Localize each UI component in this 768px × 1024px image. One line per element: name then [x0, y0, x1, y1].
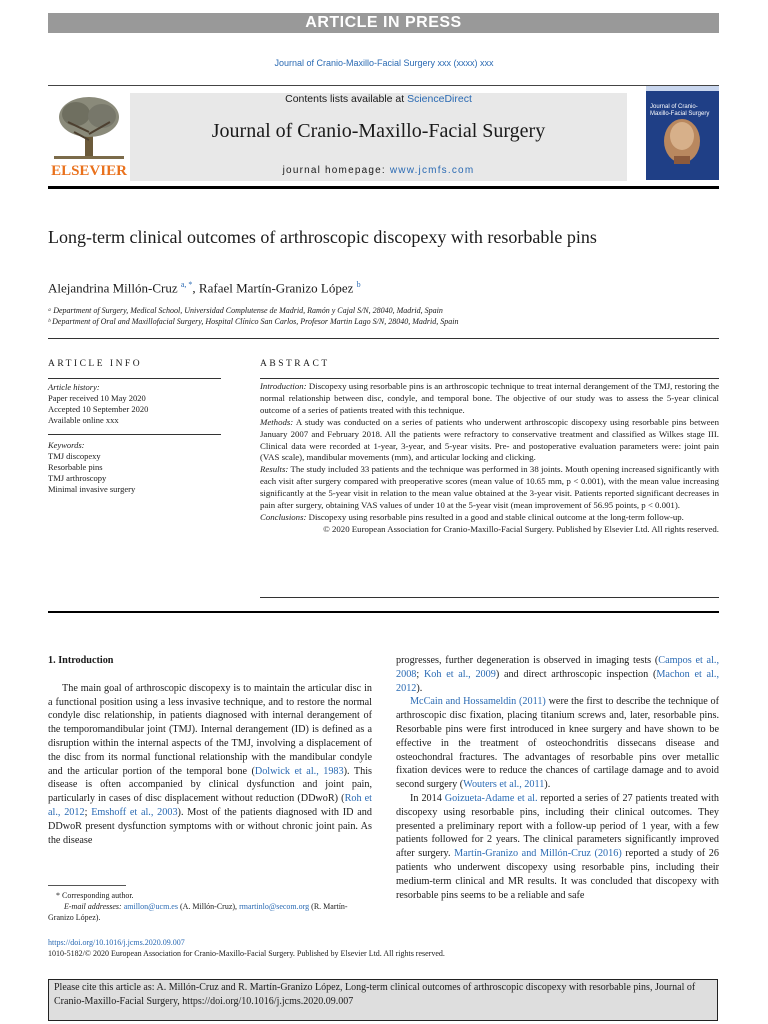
keywords-rule	[48, 434, 221, 435]
body-text: ). This disease is often accompanied by clinical dysfunction and joint pain, particularly in cases of disc displacement without reduction (DDwoR) (	[48, 765, 372, 805]
sciencedirect-link[interactable]: ScienceDirect	[407, 93, 472, 105]
affiliation-b: ᵇ Department of Oral and Maxillofacial Surgery, Hospital Clínico San Carlos, Profesor Martin Lago S/N, 28040, Madrid, Spain	[48, 317, 459, 326]
email-link[interactable]: rmartinlo@secom.org	[239, 902, 310, 911]
author-2[interactable]: Rafael Martín-Granizo López	[198, 280, 354, 296]
keyword-item[interactable]: TMJ arthroscopy	[48, 473, 107, 483]
keyword-item[interactable]: Minimal invasive surgery	[48, 484, 136, 494]
body-text: The main goal of arthroscopic discopexy is to maintain the articular disc in a functional position using a less invasive technique, and to restore the normal condyle disc relationship, in patients diagnosed with internal derangement of the temporomandibular joint (TMJ). Internal derangement (ID) is defined as a disruption within the internal aspects of the TMJ, involving a displacement of the disc from its normal functional relationship with the mandibular condyle and the articular portion of the temporal bone (	[48, 682, 372, 777]
journal-title: Journal of Cranio-Maxillo-Facial Surgery	[211, 120, 546, 142]
keyword-item[interactable]: TMJ discopexy	[48, 451, 101, 461]
abstract-introduction	[260, 381, 719, 417]
abstract-intro-label: Introduction:	[260, 381, 307, 391]
email-link[interactable]: amillon@ucm.es	[123, 902, 178, 911]
footnotes	[48, 890, 372, 923]
body-right-column	[396, 654, 719, 902]
abstract-copyright: © 2020 European Association for Cranio-Maxillo-Facial Surgery. Published by Elsevier Ltd. All rights reserved.	[323, 523, 719, 534]
email-note	[48, 901, 372, 923]
abstract-rule	[260, 378, 719, 379]
abstract-methods-label: Methods:	[260, 416, 294, 427]
corresponding-author-note: * Corresponding author.	[56, 891, 134, 900]
citation-link[interactable]: McCain and Hossameldin (2011)	[410, 696, 546, 708]
journal-homepage-line	[130, 165, 627, 176]
citation-link[interactable]: Machon et al., 2012	[396, 668, 719, 694]
author-line	[48, 280, 361, 296]
email-owner: (R. Martín-Granizo López).	[48, 902, 348, 922]
abstract-results	[260, 464, 719, 512]
email-label: E-mail addresses:	[64, 902, 124, 911]
abstract-results-label: Results:	[260, 464, 289, 475]
author-2-affiliation-mark[interactable]: b	[356, 280, 361, 289]
citation-link[interactable]: Emshoff et al., 2003	[91, 806, 178, 818]
body-paragraph	[48, 682, 372, 848]
citation-link[interactable]: Dolwick et al., 1983	[254, 765, 344, 777]
author-separator: ,	[192, 280, 199, 296]
body-text: ).	[544, 779, 551, 791]
journal-reference-link[interactable]: Journal of Cranio-Maxillo-Facial Surgery xxx (xxxx) xxx	[274, 58, 494, 68]
affiliation-a: ᵃ Department of Surgery, Medical School, Universidad Complutense de Madrid, Ramón y Cajal S/N, 28040, Madrid, Spain	[48, 306, 443, 315]
footnote-rule	[48, 885, 126, 886]
abstract-results-text: The study included 33 patients and the technique was performed in 38 joints. Mouth opening increased significantly with each visit after surgery compared with preoperative scores (mean value of 10.65 mm, p < 0.001), with the mean value increasing significantly at the 5-year visit in relation to the mean value obtained at the 3-year visit. Patients reported significant decreases in pain after surgery, obtaining VAS values of under 10 at the 5-year visit (mean improvement of 56.95 points, p < 0.001).	[260, 464, 719, 511]
homepage-link[interactable]: www.jcmfs.com	[389, 165, 475, 176]
body-text: In 2014	[410, 792, 445, 804]
citation-text: Please cite this article as: A. Millón-Cruz and R. Martín-Granizo López, Long-term clinical outcomes of arthroscopic discopexy with resorbable pins, Journal of Cranio-Maxillo-Facial Surgery, https://doi.org/10.1016/j.jcms.2020.09.007	[54, 982, 696, 1007]
front-matter-bottom-rule	[48, 611, 719, 613]
body-text: reported a series of 27 patients treated with discopexy using resorbable pins, including their clinical outcomes. They presented a preliminary report with a follow-up period of 1 year, with a few patients followed for 2 years. The clinical parameters significantly improved after surgery.	[396, 792, 719, 860]
keyword-item[interactable]: Resorbable pins	[48, 462, 103, 472]
body-paragraph	[396, 695, 719, 792]
issn-copyright: 1010-5182/© 2020 European Association for Cranio-Maxillo-Facial Surgery. Published by Elsevier Ltd. All rights reserved.	[48, 949, 445, 958]
body-text: ;	[84, 806, 92, 818]
article-info-heading: ARTICLE INFO	[48, 359, 143, 369]
body-text: were the first to describe the technique of arthroscopic disc fixation, placing titanium screws and, later, resorbable pins. Resorbable pins were first introduced in knee surgery and have shown to be effective in the treatment of osteochondritis dissecans disease and osteochondral fractures. The advantages of resorbable pins over metallic fixation devices were to reduce the chances of cartilage damage and to avoid second surgery (	[396, 696, 719, 791]
section-heading-introduction: 1. Introduction	[48, 655, 114, 666]
history-accepted: Accepted 10 September 2020	[48, 404, 149, 414]
header-bottom-rule	[48, 186, 719, 189]
contents-available-line	[130, 93, 627, 105]
body-text: ). Most of the patients diagnosed with ID and DDwoR present dysfunction symptoms with or without chronic joint pain. As the disease	[48, 806, 372, 846]
body-paragraph	[396, 654, 719, 695]
body-text: ) and direct arthroscopic inspection (	[495, 668, 657, 680]
abstract-conclusions-text: Discopexy using resorbable pins resulted in a good and stable clinical outcome at the long-term follow-up.	[306, 511, 684, 522]
body-paragraph	[396, 792, 719, 902]
article-info-rule	[48, 378, 221, 379]
abstract-intro-text: Discopexy using resorbable pins is an arthroscopic technique to treat internal derangement of the TMJ, restoring the normal relationship between disc, condyle, and temporal bone. The objective of our study was to assess the 5-year clinical outcome of a series of patients treated with this technique.	[260, 381, 719, 415]
citation-link[interactable]: Wouters et al., 2011	[463, 779, 545, 791]
body-text: ).	[416, 682, 423, 694]
keywords-label: Keywords:	[48, 440, 85, 450]
citation-link[interactable]: Roh et al., 2012	[48, 793, 372, 818]
contents-prefix: Contents lists available at	[285, 93, 408, 105]
body-text: progresses, further degeneration is observed in imaging tests (	[396, 655, 659, 666]
abstract-body	[260, 381, 719, 536]
citation-link[interactable]: Martín-Granizo and Millón-Cruz (2016)	[454, 848, 622, 860]
article-title: Long-term clinical outcomes of arthroscopic discopexy with resorbable pins	[48, 227, 597, 247]
citation-link[interactable]: Goizueta-Adame et al.	[444, 792, 538, 804]
body-left-column	[48, 654, 372, 847]
citation-link[interactable]: Koh et al., 2009	[423, 668, 496, 680]
history-online: Available online xxx	[48, 415, 119, 425]
doi-link[interactable]: https://doi.org/10.1016/j.jcms.2020.09.007	[48, 938, 185, 947]
article-in-press-banner: ARTICLE IN PRESS	[48, 13, 719, 33]
section-rule	[48, 338, 719, 339]
abstract-heading: ABSTRACT	[260, 359, 330, 369]
abstract-conclusions	[260, 512, 719, 524]
abstract-bottom-rule	[260, 597, 719, 598]
abstract-conclusions-label: Conclusions:	[260, 511, 307, 522]
citation-link[interactable]: Campos et al., 2008	[396, 655, 719, 680]
abstract-methods	[260, 417, 719, 465]
homepage-prefix: journal homepage:	[282, 165, 390, 176]
history-received: Paper received 10 May 2020	[48, 393, 146, 403]
body-text: reported a study of 26 patients who underwent discopexy using resorbable pins, including their medium-term clinical and MR results. It was concluded that discopexy with resorbable pins seems to be a reliable and safe	[396, 848, 719, 901]
header-top-rule	[48, 85, 719, 86]
article-history-label: Article history:	[48, 382, 100, 392]
journal-cover-image[interactable]	[646, 86, 719, 180]
abstract-methods-text: A study was conducted on a series of patients who underwent arthroscopic discopexy using resorbable pins between January 2007 and February 2018. All the patients were refractory to conservative treatment and classified as Wilkes stage III. Clinical data were recorded at 1-year, 3-year, and 5-year visits. Pre- and postoperative evaluation parameters were: joint pain (VAS scale), mandibular movements (mm), and articular locking and clicking.	[260, 416, 719, 463]
body-text: ;	[416, 668, 424, 680]
email-owner: (A. Millón-Cruz),	[177, 902, 240, 911]
elsevier-wordmark: ELSEVIER	[51, 163, 127, 179]
author-1[interactable]: Alejandrina Millón-Cruz	[48, 280, 178, 296]
cover-title: Journal of Cranio-Maxillo-Facial Surgery	[650, 104, 710, 117]
author-1-affiliation-marks[interactable]: a, *	[180, 280, 193, 289]
